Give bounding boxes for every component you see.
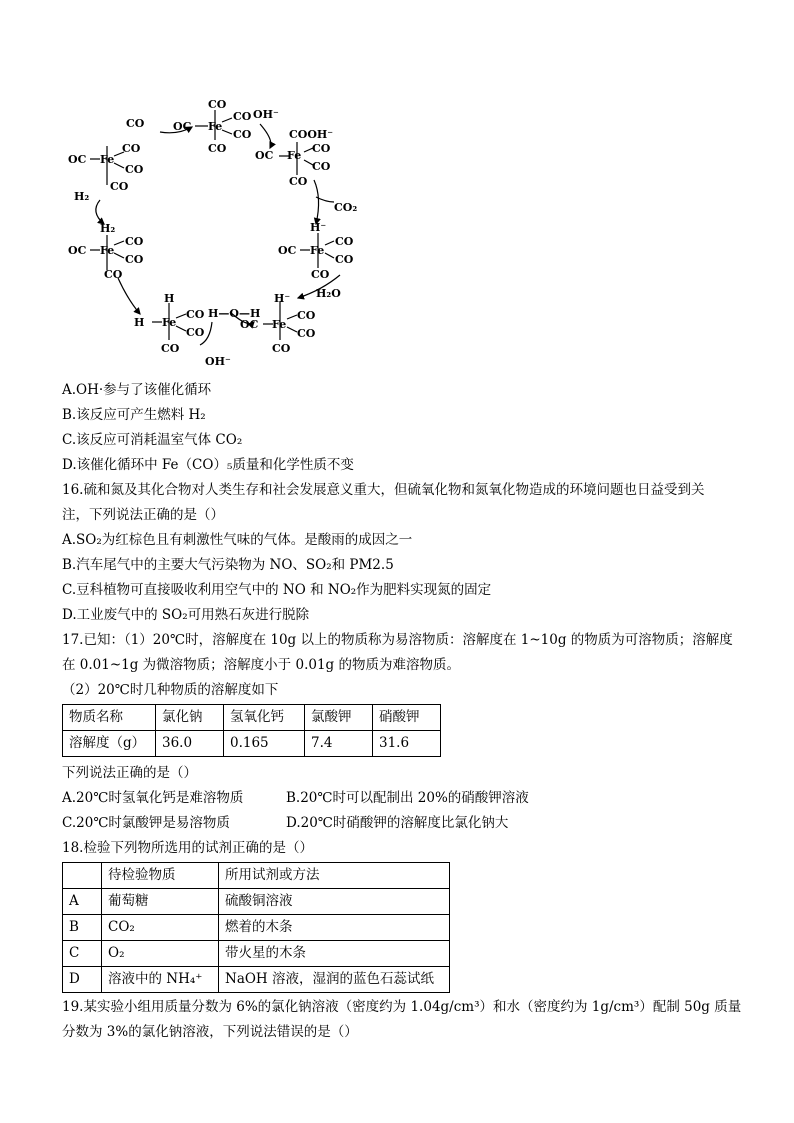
diagram-oc: OC <box>68 153 87 166</box>
q16-stem: 16.硫和氮及其化合物对人类生存和社会发展意义重大，但硫氧化物和氮氧化物造成的环境问题也日益受到关 <box>62 482 705 498</box>
table-header-cell: 物质名称 <box>63 705 156 731</box>
q16-option-b: B.汽车尾气中的主要大气污染物为 NO、SO₂和 PM2.5 <box>62 557 394 573</box>
q17-options-row1 <box>62 786 742 811</box>
diagram-oh-minus: OH⁻ <box>253 108 279 121</box>
table-row <box>63 967 450 993</box>
q17-table-intro: （2）20℃时几种物质的溶解度如下 <box>62 682 279 698</box>
table-header-cell: 所用试剂或方法 <box>219 863 450 889</box>
solubility-table <box>62 704 441 757</box>
diagram-h2: H₂ <box>74 190 90 203</box>
diagram-co: CO <box>104 268 123 281</box>
table-cell: C <box>63 941 102 967</box>
diagram-co: CO <box>186 326 205 339</box>
diagram-co: CO <box>233 128 252 141</box>
diagram-co: CO <box>125 253 144 266</box>
question-content <box>62 378 742 1045</box>
diagram-co: CO <box>126 117 145 130</box>
diagram-h-minus: H⁻ <box>274 292 291 305</box>
diagram-co: CO <box>125 235 144 248</box>
q16-option-c: C.豆科植物可直接吸收利用空气中的 NO 和 NO₂作为肥料实现氮的固定 <box>62 582 492 598</box>
q17-stem-cont: 在 0.01~1g 为微溶物质；溶解度小于 0.01g 的物质为难溶物质。 <box>62 657 460 673</box>
diagram-co: CO <box>335 253 354 266</box>
table-cell: D <box>63 967 102 993</box>
diagram-oc: OC <box>255 149 274 162</box>
diagram-fe: Fe <box>100 244 115 257</box>
diagram-cooh: COOH⁻ <box>289 128 334 141</box>
catalytic-cycle-diagram <box>60 90 380 370</box>
q16-option-a: A.SO₂为红棕色且有刺激性气味的气体。是酸雨的成因之一 <box>62 532 413 548</box>
diagram-oh-minus: OH⁻ <box>205 355 231 368</box>
table-cell: 36.0 <box>156 731 224 757</box>
table-cell: NaOH 溶液，湿润的蓝色石蕊试纸 <box>219 967 450 993</box>
q17-option-c: C.20℃时氯酸钾是易溶物质 <box>62 815 230 831</box>
q15-option-a: A.OH·参与了该催化循环 <box>62 382 212 398</box>
diagram-oc: OC <box>240 318 259 331</box>
diagram-h2o: H₂O <box>316 287 341 300</box>
table-header-cell: 待检验物质 <box>102 863 219 889</box>
diagram-co: CO <box>186 308 205 321</box>
table-cell: B <box>63 915 102 941</box>
diagram-oc: OC <box>278 244 297 257</box>
diagram-fe: Fe <box>100 153 115 166</box>
diagram-co: CO <box>122 142 141 155</box>
diagram-h: H <box>164 292 175 305</box>
q17-ask: 下列说法正确的是（） <box>62 765 197 781</box>
table-header-cell: 氯酸钾 <box>305 705 373 731</box>
q17-option-d: D.20℃时硝酸钾的溶解度比氯化钠大 <box>286 815 509 831</box>
diagram-co: CO <box>335 235 354 248</box>
table-cell: CO₂ <box>102 915 219 941</box>
diagram-co: CO <box>297 327 316 340</box>
diagram-fe: Fe <box>162 316 177 329</box>
diagram-co: CO <box>208 142 227 155</box>
table-row <box>63 863 450 889</box>
diagram-co: CO <box>312 142 331 155</box>
q16-option-d: D.工业废气中的 SO₂可用熟石灰进行脱除 <box>62 607 310 623</box>
diagram-fe: Fe <box>310 244 325 257</box>
q15-option-b: B.该反应可产生燃料 H₂ <box>62 407 206 423</box>
diagram-fe: Fe <box>208 120 223 133</box>
diagram-co: CO <box>233 110 252 123</box>
q17-option-a: A.20℃时氢氧化钙是难溶物质 <box>62 790 244 806</box>
reagent-table <box>62 862 450 993</box>
q18-stem: 18.检验下列物所选用的试剂正确的是（） <box>62 840 313 856</box>
q17-stem: 17.已知：（1）20℃时，溶解度在 10g 以上的物质称为易溶物质：溶解度在 1~10g 的物质为可溶物质；溶解度 <box>62 632 733 648</box>
table-cell: 溶解度（g） <box>63 731 156 757</box>
table-cell: 带火星的木条 <box>219 941 450 967</box>
table-cell: 溶液中的 NH₄⁺ <box>102 967 219 993</box>
q19-stem-cont: 分数为 3%的氯化钠溶液，下列说法错误的是（） <box>62 1024 358 1040</box>
diagram-co: CO <box>161 342 180 355</box>
q17-option-b: B.20℃时可以配制出 20%的硝酸钾溶液 <box>286 790 529 806</box>
diagram-h-minus: H⁻ <box>310 221 327 234</box>
diagram-h: H <box>134 316 145 329</box>
q15-option-d: D.该催化循环中 Fe（CO）₅质量和化学性质不变 <box>62 457 354 473</box>
diagram-oc: OC <box>173 120 192 133</box>
diagram-co: CO <box>272 342 291 355</box>
table-row <box>63 915 450 941</box>
diagram-co: CO <box>297 309 316 322</box>
q19-stem: 19.某实验小组用质量分数为 6%的氯化钠溶液（密度约为 1.04g/cm³）和水（密度约为 1g/cm³）配制 50g 质量 <box>62 999 742 1015</box>
table-cell: A <box>63 889 102 915</box>
diagram-hoh: H—O—H <box>208 307 261 320</box>
diagram-co: CO <box>289 175 308 188</box>
table-row <box>63 889 450 915</box>
diagram-fe: Fe <box>272 318 287 331</box>
q17-options-row2 <box>62 811 742 836</box>
table-cell: 硫酸铜溶液 <box>219 889 450 915</box>
table-cell: 31.6 <box>373 731 441 757</box>
diagram-co: CO <box>125 163 144 176</box>
table-header-cell <box>63 863 102 889</box>
diagram-h2: H₂ <box>100 222 116 235</box>
table-header-cell: 硝酸钾 <box>373 705 441 731</box>
q15-option-c: C.该反应可消耗温室气体 CO₂ <box>62 432 243 448</box>
diagram-co: CO <box>311 268 330 281</box>
table-cell: 0.165 <box>224 731 305 757</box>
diagram-co: CO <box>110 180 129 193</box>
table-cell: 7.4 <box>305 731 373 757</box>
q16-stem-cont: 注，下列说法正确的是（） <box>62 507 224 523</box>
diagram-co: CO <box>312 160 331 173</box>
table-cell: O₂ <box>102 941 219 967</box>
table-header-cell: 氢氧化钙 <box>224 705 305 731</box>
table-cell: 燃着的木条 <box>219 915 450 941</box>
table-header-cell: 氯化钠 <box>156 705 224 731</box>
diagram-fe: Fe <box>287 149 302 162</box>
table-row <box>63 705 441 731</box>
diagram-oc: OC <box>68 244 87 257</box>
table-row <box>63 941 450 967</box>
diagram-co: CO <box>208 98 227 111</box>
table-row <box>63 731 441 757</box>
table-cell: 葡萄糖 <box>102 889 219 915</box>
diagram-co2: CO₂ <box>334 201 358 214</box>
